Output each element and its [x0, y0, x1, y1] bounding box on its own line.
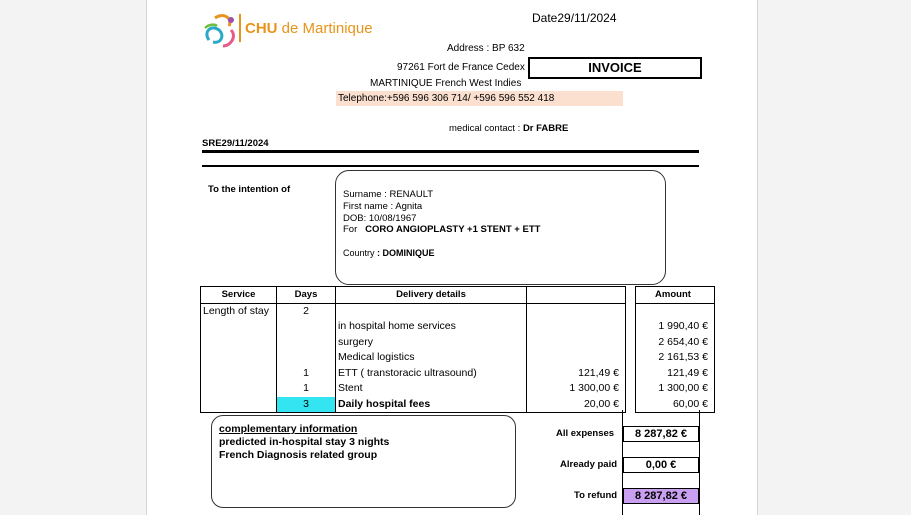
address-line1: Address : BP 632 — [447, 43, 525, 54]
row-days: 3 — [277, 397, 336, 413]
row-days — [277, 350, 336, 366]
telephone: Telephone:+596 596 306 714/ +596 596 552 418 — [338, 93, 555, 104]
header-amount: Amount — [636, 287, 715, 304]
already-paid-value: 0,00 € — [623, 457, 699, 473]
invoice-reference: SRE29/11/2024 — [202, 138, 269, 149]
row-amount: 60,00 € — [636, 397, 715, 413]
row-detail: Daily hospital fees — [336, 397, 527, 413]
header-rule-thick — [202, 150, 699, 153]
intention-label: To the intention of — [208, 184, 291, 195]
country-label: Country — [343, 248, 375, 258]
row-amount: 1 300,00 € — [636, 381, 715, 397]
all-expenses-value: 8 287,82 € — [623, 426, 699, 442]
header-unit — [527, 287, 626, 304]
patient-procedure — [343, 224, 540, 235]
to-refund-label: To refund — [574, 490, 618, 501]
address-line3: MARTINIQUE French West Indies — [370, 78, 522, 89]
patient-first-name: First name : Agnita — [343, 201, 423, 212]
row-unit-price: 20,00 € — [527, 397, 626, 413]
table-header-row — [201, 287, 715, 304]
chu-logo-icon — [201, 10, 241, 50]
medical-contact — [449, 123, 568, 134]
address-line2: 97261 Fort de France Cedex — [397, 62, 525, 73]
to-refund-value: 8 287,82 € — [623, 488, 699, 504]
complementary-line1: predicted in-hospital stay 3 nights — [219, 436, 390, 448]
row-detail: in hospital home services — [336, 319, 527, 335]
row-days: 1 — [277, 366, 336, 382]
complementary-title: complementary information — [219, 423, 358, 435]
table-row — [201, 350, 715, 366]
row-service — [201, 350, 277, 366]
invoice-page — [146, 0, 758, 515]
row-unit-price — [527, 335, 626, 351]
table-row — [201, 366, 715, 382]
header-delivery-details: Delivery details — [336, 287, 527, 304]
medical-contact-label: medical contact : — [449, 123, 521, 134]
header-service: Service — [201, 287, 277, 304]
row-amount: 1 990,40 € — [636, 319, 715, 335]
table-row — [201, 335, 715, 351]
row-service — [201, 319, 277, 335]
row-service: Length of stay — [201, 303, 277, 319]
row-amount — [636, 303, 715, 319]
header-days: Days — [277, 287, 336, 304]
invoice-date: Date29/11/2024 — [532, 11, 617, 25]
row-unit-price: 121,49 € — [527, 366, 626, 382]
row-detail: Stent — [336, 381, 527, 397]
chu-logo — [201, 10, 241, 55]
row-unit-price: 1 300,00 € — [527, 381, 626, 397]
logo-brand-bold: CHU — [245, 20, 278, 37]
row-detail — [336, 303, 527, 319]
row-unit-price — [527, 303, 626, 319]
row-days — [277, 335, 336, 351]
patient-country — [343, 248, 435, 258]
complementary-line2: French Diagnosis related group — [219, 449, 378, 461]
table-row — [201, 319, 715, 335]
row-amount: 2 161,53 € — [636, 350, 715, 366]
logo-brand-rest: de Martinique — [277, 20, 373, 37]
table-row — [201, 381, 715, 397]
services-table — [200, 286, 715, 413]
logo-divider — [239, 14, 241, 42]
all-expenses-label: All expenses — [556, 428, 615, 439]
already-paid-label: Already paid — [560, 459, 618, 470]
row-detail: ETT ( transtoracic ultrasound) — [336, 366, 527, 382]
invoice-title: INVOICE — [528, 57, 702, 79]
country-value: : DOMINIQUE — [374, 248, 435, 258]
row-amount: 2 654,40 € — [636, 335, 715, 351]
procedure-for-label: For — [343, 224, 358, 235]
row-days: 2 — [277, 303, 336, 319]
row-unit-price — [527, 319, 626, 335]
patient-surname: Surname : RENAULT — [343, 189, 434, 200]
row-days — [277, 319, 336, 335]
row-service — [201, 381, 277, 397]
medical-contact-name: Dr FABRE — [522, 123, 569, 134]
row-detail: surgery — [336, 335, 527, 351]
table-row — [201, 303, 715, 319]
row-service — [201, 397, 277, 413]
logo-text — [245, 20, 373, 37]
procedure-name: CORO ANGIOPLASTY +1 STENT + ETT — [365, 224, 541, 235]
row-detail: Medical logistics — [336, 350, 527, 366]
patient-dob: DOB: 10/08/1967 — [343, 213, 417, 224]
row-unit-price — [527, 350, 626, 366]
row-amount: 121,49 € — [636, 366, 715, 382]
header-rule-thin — [202, 165, 699, 167]
row-days: 1 — [277, 381, 336, 397]
row-service — [201, 366, 277, 382]
row-service — [201, 335, 277, 351]
